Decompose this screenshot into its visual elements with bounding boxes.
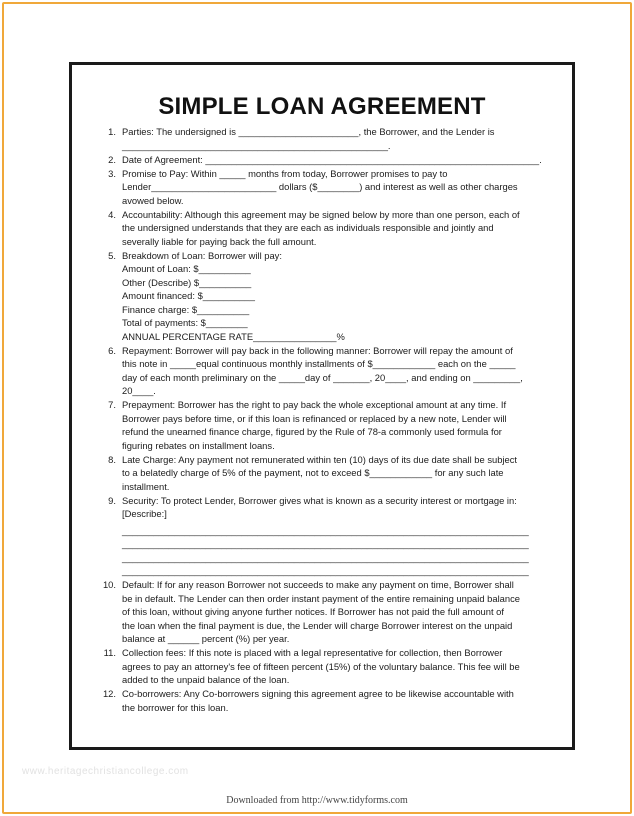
- clause-text-line: Default: If for any reason Borrower not succeeds to make any payment on time, Borrower shall: [122, 579, 514, 590]
- clause-item: [98, 646, 560, 687]
- clause-text-line: Security: To protect Lender, Borrower gives what is known as a security interest or mortgage in:: [122, 494, 517, 506]
- clause-text-line: Finance charge: $__________: [122, 303, 250, 315]
- clause-text-line: Late Charge: Any payment not remunerated within ten (10) days of its due date shall be subject: [122, 453, 518, 465]
- clause-text-line: Total of payments: $________: [122, 317, 248, 328]
- clause-text-line: of this loan, without giving anyone further notices. If Borrower has not paid the full amount of: [122, 606, 504, 617]
- clause-number: 4.: [108, 208, 116, 220]
- clause-item: [98, 344, 560, 398]
- clause-text-line: this note in _____equal continuous monthly installments of $____________ each on the _____: [122, 358, 516, 369]
- blank-fill-line[interactable]: ______________________________________________________________________________: [122, 524, 529, 536]
- clause-number: 6.: [108, 344, 116, 356]
- clause-text-line: ANNUAL PERCENTAGE RATE________________%: [122, 330, 345, 342]
- clause-item: [98, 687, 560, 714]
- clause-text-line: Collection fees: If this note is placed with a legal representative for collection, then Borrower: [122, 647, 503, 658]
- clause-text-line: ___________________________________________________.: [122, 139, 391, 151]
- clause-number: 5.: [108, 249, 116, 261]
- clause-text-line: be in default. The Lender can then order instant payment of the entire remaining unpaid balance: [122, 592, 521, 604]
- clause-number: 1.: [108, 126, 116, 137]
- clause-item: [98, 153, 560, 167]
- clause-text-line: Accountability: Although this agreement may be signed below by more than one person, each of: [122, 208, 520, 220]
- clause-list: [98, 125, 560, 715]
- clause-text-line: Lender________________________ dollars ($________) and interest as well as other charges: [122, 181, 518, 192]
- document-page: [69, 62, 575, 750]
- download-footer: Downloaded from http://www.tidyforms.com: [226, 795, 408, 806]
- clause-text-line: refund the unearned finance charge, figured by the Rule of 78-a commonly used formula for: [122, 426, 502, 437]
- clause-text-line: the loan when the final payment is due, the Lender will charge Borrower interest on the unpaid: [122, 619, 513, 631]
- blank-fill-line[interactable]: ______________________________________________________________________________: [122, 551, 529, 563]
- clause-text-line: Other (Describe) $__________: [122, 276, 252, 288]
- clause-number: 3.: [108, 167, 116, 179]
- clause-number: 11.: [103, 647, 116, 658]
- clause-text-line: the borrower for this loan.: [122, 701, 229, 713]
- clause-item: [98, 167, 560, 208]
- clause-item: [98, 249, 560, 344]
- clause-item: [98, 125, 560, 152]
- clause-item: [98, 494, 560, 578]
- clause-text-line: added to the unpaid balance of the loan.: [122, 674, 290, 685]
- document-title: SIMPLE LOAN AGREEMENT: [158, 93, 486, 120]
- clause-text-line: installment.: [122, 480, 170, 492]
- clause-text-line: the undersigned understands that they are each as individuals responsible and jointly and: [122, 222, 494, 233]
- clause-text-line: to a belatedly charge of 5% of the payment, not to exceed $____________ for any such late: [122, 467, 504, 478]
- clause-item: [98, 578, 560, 646]
- clause-text-line: Promise to Pay: Within _____ months from today, Borrower promises to pay to: [122, 167, 448, 179]
- clause-text-line: Prepayment: Borrower has the right to pay back the whole exceptional amount at any time. If: [122, 399, 507, 410]
- clause-number: 7.: [108, 399, 116, 410]
- blank-fill-line[interactable]: ______________________________________________________________________________: [122, 538, 529, 549]
- clause-text-line: Borrower pays before time, or if this loan is refinanced or replaced by a new note, Lender will: [122, 412, 507, 424]
- clause-number: 9.: [108, 494, 116, 506]
- clause-number: 10.: [102, 579, 116, 590]
- clause-text-line: [Describe:]: [122, 508, 167, 519]
- clause-text-line: Date of Agreement: ________________________________________________________________.: [122, 153, 542, 165]
- clause-text-line: Repayment: Borrower will pay back in the following manner: Borrower will repay the amount of: [122, 344, 513, 356]
- clause-text-line: Amount of Loan: $__________: [122, 263, 251, 274]
- clause-text-line: avowed below.: [122, 194, 184, 206]
- clause-text-line: day of each month preliminary on the _____day of _______, 20____, and ending on _________,: [122, 371, 523, 383]
- clause-text-line: Breakdown of Loan: Borrower will pay:: [122, 249, 282, 261]
- blank-fill-line[interactable]: ______________________________________________________________________________: [122, 565, 529, 576]
- clause-item: [98, 453, 560, 494]
- clause-number: 2.: [108, 153, 116, 165]
- clause-number: 8.: [108, 453, 116, 465]
- watermark-text: www.heritagechristiancollege.com: [22, 766, 189, 777]
- clause-text-line: severally liable for paying back the full amount.: [122, 235, 317, 247]
- fill-in-lines: [122, 524, 560, 578]
- clause-text-line: Co-borrowers: Any Co-borrowers signing this agreement agree to be likewise accountable with: [122, 688, 514, 699]
- clause-text-line: Parties: The undersigned is _______________________, the Borrower, and the Lender is: [122, 126, 495, 137]
- clause-text-line: balance at ______ percent (%) per year.: [122, 633, 290, 644]
- clause-text-line: Amount financed: $__________: [122, 290, 255, 301]
- clause-text-line: figuring rebates on installment loans.: [122, 439, 275, 451]
- clause-number: 12.: [102, 688, 116, 699]
- clause-text-line: 20____.: [122, 385, 156, 396]
- clause-text-line: agrees to pay an attorney's fee of fifteen percent (15%) of the voluntary balance. This fee will be: [122, 660, 520, 672]
- clause-item: [98, 398, 560, 452]
- clause-item: [98, 208, 560, 249]
